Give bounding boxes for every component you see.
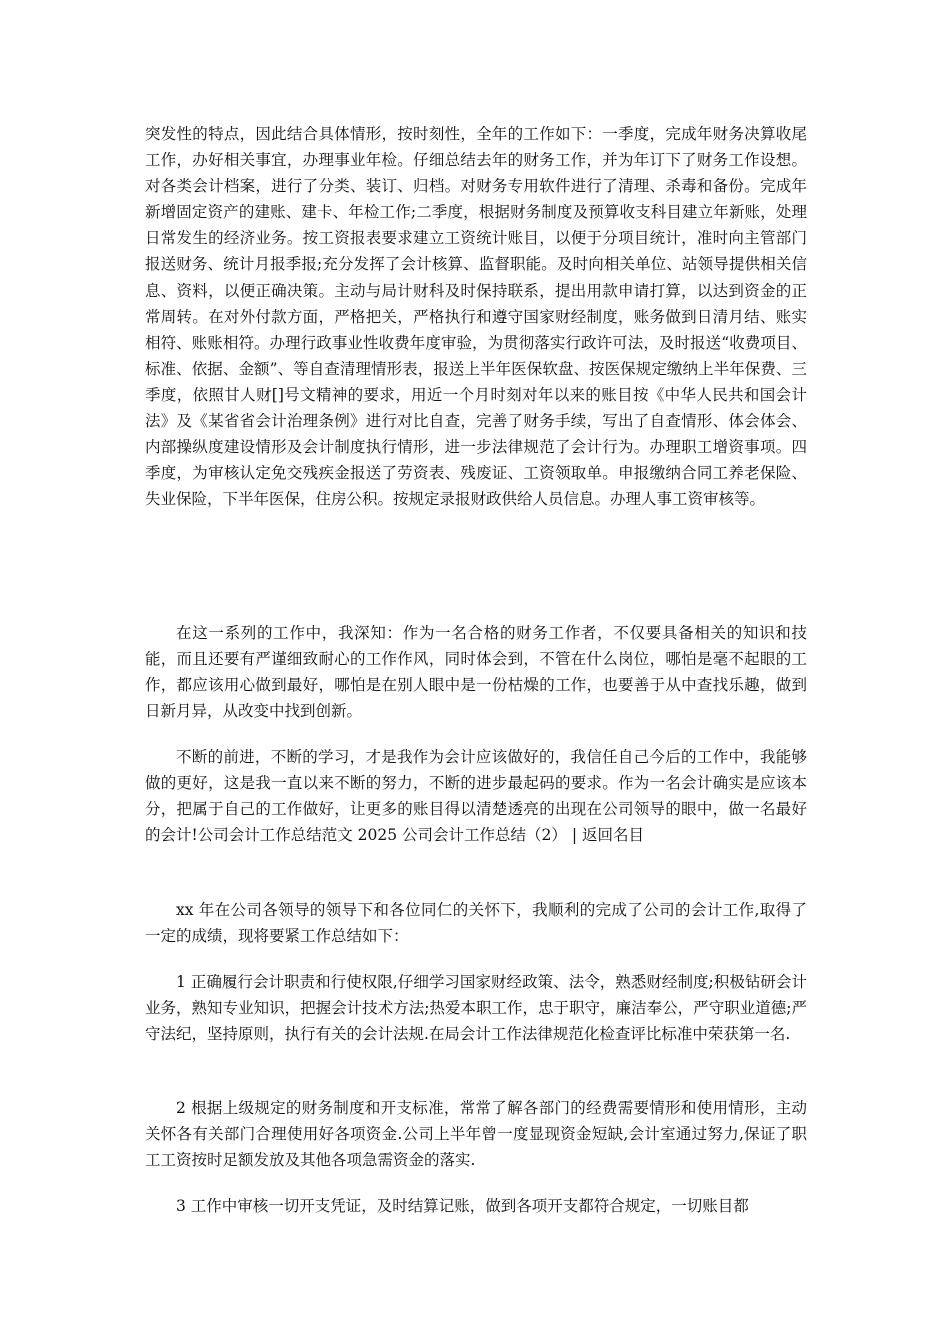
paragraph-item-2: 2 根据上级规定的财务制度和开支标准，常常了解各部门的经费需要情形和使用情形，主动关怀各有关部门合理使用好各项资金.公司上半年曾一度显现资金短缺,会计室通过努力,保证了职工工资按时足额发放及其他各项急需资金的落实. bbox=[145, 1099, 807, 1170]
paragraph-annual-work: 突发性的特点，因此结合具体情形，按时刻性，全年的工作如下：一季度，完成年财务决算收尾工作，办好相关事宜，办理事业年检。仔细总结去年的财务工作，并为年订下了财务工作设想。对各类会计档案，进行了分类、装订、归档。对财务专用软件进行了清理、杀毒和备份。完成年新增固定资产的建账、建卡、年检工作;二季度，根据财务制度及预算收支科目建立年新账，处理日常发生的经济业务。按工资报表要求建立工资统计账目，以便于分项目统计，准时向主管部门报送财务、统计月报季报;充分发挥了会计核算、监督职能。及时向相关单位、站领导提供相关信息、资料，以便正确决策。主动与局计财科及时保持联系，提出用款申请打算，以达到资金的正常周转。在对外付款方面，严格把关，严格执行和遵守国家财经制度，账务做到日清月结、账实相符、账账相符。办理行政事业性收费年度审验，为贯彻落实行政许可法，及时报送“收费项目、标准、依据、金额”、等自查清理情形表，报送上半年医保软盘、按医保规定缴纳上半年保费、三季度，依照甘人财[]号文精神的要求，用近一个月时刻对年以来的账目按《中华人民共和国会计法》及《某省省会计治理条例》进行对比自查，完善了财务手续，写出了自查情形、体会体会、内部操纵度建设情形及会计制度执行情形，进一步法律规范了会计行为。办理职工增资事项。四季度，为审核认定免交残疾金报送了劳资表、残废证、工资领取单。申报缴纳合同工养老保险、失业保险，下半年医保，住房公积。按规定录报财政供给人员信息。办理人事工资审核等。 bbox=[145, 125, 807, 509]
paragraph-item-1: 1 正确履行会计职责和行使权限,仔细学习国家财经政策、法令，熟悉财经制度;积极钻研会计业务，熟知专业知识，把握会计技术方法;热爱本职工作，忠于职守，廉洁奉公，严守职业道德;严守法纪，坚持原则，执行有关的会计法规.在局会计工作法律规范化检查评比标准中荣获第一名. bbox=[145, 973, 807, 1044]
paragraph-reflection: 在这一系列的工作中，我深知：作为一名合格的财务工作者，不仅要具备相关的知识和技能，而且还要有严谨细致耐心的工作作风，同时体会到，不管在什么岗位，哪怕是毫不起眼的工作，都应该用心做到最好，哪怕是在别人眼中是一份枯燥的工作，也要善于从中查找乐趣，做到日新月异，从改变中找到创新。 bbox=[145, 624, 807, 721]
paragraph-summary-intro: xx 年在公司各领导的领导下和各位同仁的关怀下，我顺利的完成了公司的会计工作,取得了一定的成绩，现将要紧工作总结如下： bbox=[145, 901, 807, 946]
paragraph-item-3: 3 工作中审核一切开支凭证，及时结算记账，做到各项开支都符合规定，一切账目都 bbox=[176, 1197, 749, 1215]
paragraph-progress: 不断的前进，不断的学习，才是我作为会计应该做好的，我信任自己今后的工作中，我能够做的更好，这是我一直以来不断的努力，不断的进步最起码的要求。作为一名会计确实是应该本分，把属于自己的工作做好，让更多的账目得以清楚透亮的出现在公司领导的眼中，做一名最好的会计!公司会计工作总结范文 2025 公司会计工作总结（2） | 返回名目 bbox=[145, 748, 807, 845]
